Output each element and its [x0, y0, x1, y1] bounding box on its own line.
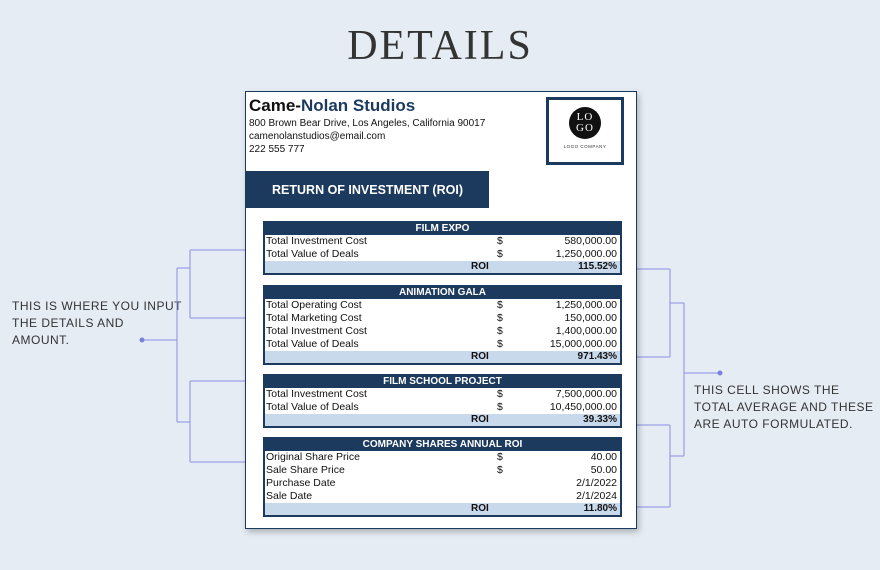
formula-note: THIS CELL SHOWS THE TOTAL AVERAGE AND THESE ARE AUTO FORMULATED.: [694, 383, 874, 431]
table-row: [265, 248, 620, 261]
roi-result-row: [265, 503, 620, 515]
row-value[interactable]: 50.00: [590, 464, 617, 476]
row-label[interactable]: Total Value of Deals: [266, 338, 359, 350]
roi-label: ROI: [471, 351, 489, 362]
table-row: [265, 477, 620, 490]
currency-symbol: $: [497, 464, 503, 476]
page-heading: DETAILS: [347, 23, 533, 69]
currency-symbol: $: [497, 299, 503, 311]
section-title: ANIMATION GALA: [265, 287, 620, 299]
table-row: [265, 299, 620, 312]
row-value[interactable]: 10,450,000.00: [549, 401, 617, 413]
roi-section: [263, 437, 622, 517]
row-value[interactable]: 40.00: [590, 451, 617, 463]
roi-value: 11.80%: [583, 503, 617, 514]
company-logo: [546, 97, 624, 165]
currency-symbol: $: [497, 325, 503, 337]
company-email: camenolanstudios@email.com: [249, 131, 386, 142]
row-label[interactable]: Purchase Date: [266, 477, 336, 489]
currency-symbol: $: [497, 388, 503, 400]
row-label[interactable]: Total Value of Deals: [266, 401, 359, 413]
logo-caption: LOGO COMPANY: [563, 144, 607, 149]
row-label[interactable]: Total Value of Deals: [266, 248, 359, 260]
roi-value: 115.52%: [578, 261, 617, 272]
roi-result-row: [265, 351, 620, 363]
currency-symbol: $: [497, 451, 503, 463]
row-value[interactable]: 150,000.00: [564, 312, 617, 324]
right-connector-dot: [718, 371, 723, 376]
table-row: [265, 401, 620, 414]
row-label[interactable]: Total Investment Cost: [266, 235, 367, 247]
row-value[interactable]: 1,250,000.00: [555, 299, 617, 311]
table-row: [265, 338, 620, 351]
roi-label: ROI: [471, 414, 489, 425]
row-label[interactable]: Sale Date: [266, 490, 313, 502]
left-connector-dot: [140, 338, 145, 343]
currency-symbol: $: [497, 235, 503, 247]
roi-banner: RETURN OF INVESTMENT (ROI): [246, 171, 489, 208]
row-value[interactable]: 7,500,000.00: [555, 388, 617, 400]
row-label[interactable]: Total Investment Cost: [266, 388, 367, 400]
row-value[interactable]: 1,400,000.00: [555, 325, 617, 337]
row-value[interactable]: 580,000.00: [564, 235, 617, 247]
company-address: 800 Brown Bear Drive, Los Angeles, California 90017: [249, 118, 486, 129]
company-phone: 222 555 777: [249, 144, 305, 155]
row-label[interactable]: Total Operating Cost: [266, 299, 362, 311]
row-value[interactable]: 2/1/2022: [576, 477, 617, 489]
row-label[interactable]: Total Investment Cost: [266, 325, 367, 337]
row-value[interactable]: 15,000,000.00: [549, 338, 617, 350]
currency-symbol: $: [497, 312, 503, 324]
row-value[interactable]: 2/1/2024: [576, 490, 617, 502]
logo-circle: LO GO: [569, 107, 601, 139]
row-label[interactable]: Total Marketing Cost: [266, 312, 362, 324]
roi-label: ROI: [471, 261, 489, 272]
currency-symbol: $: [497, 338, 503, 350]
roi-sheet: [245, 91, 637, 529]
currency-symbol: $: [497, 248, 503, 260]
roi-result-row: [265, 414, 620, 426]
input-note: THIS IS WHERE YOU INPUT THE DETAILS AND AMOUNT.: [12, 299, 182, 347]
table-row: [265, 464, 620, 477]
row-value[interactable]: 1,250,000.00: [555, 248, 617, 260]
table-row: [265, 388, 620, 401]
roi-value: 39.33%: [583, 414, 617, 425]
roi-section: [263, 374, 622, 428]
section-title: FILM EXPO: [265, 223, 620, 235]
table-row: [265, 235, 620, 248]
table-row: [265, 312, 620, 325]
table-row: [265, 490, 620, 503]
roi-section: [263, 285, 622, 365]
roi-label: ROI: [471, 503, 489, 514]
currency-symbol: $: [497, 401, 503, 413]
row-label[interactable]: Sale Share Price: [266, 464, 345, 476]
table-row: [265, 451, 620, 464]
roi-value: 971.43%: [577, 351, 617, 362]
table-row: [265, 325, 620, 338]
company-name: Came-Nolan Studios: [249, 96, 416, 115]
section-title: COMPANY SHARES ANNUAL ROI: [265, 439, 620, 451]
section-title: FILM SCHOOL PROJECT: [265, 376, 620, 388]
row-label[interactable]: Original Share Price: [266, 451, 360, 463]
roi-result-row: [265, 261, 620, 273]
roi-section: [263, 221, 622, 275]
